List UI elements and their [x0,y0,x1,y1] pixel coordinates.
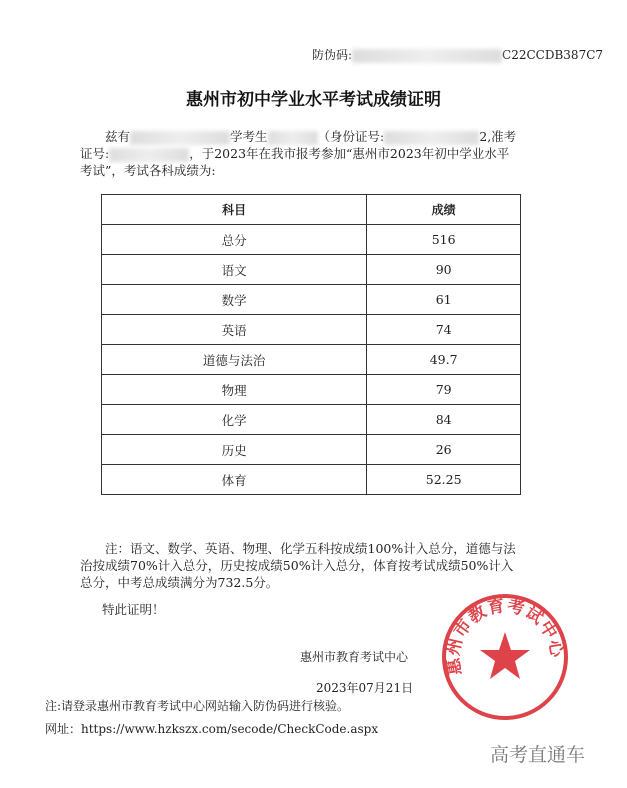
issuer: 惠州市教育考试中心 [300,650,409,664]
subject-cell: 历史 [102,435,367,465]
certify-text: 特此证明！ [102,602,165,617]
table-row [102,405,521,435]
subject-cell: 物理 [102,375,367,405]
seal-text: 惠州市教育考试中心 [443,596,567,677]
redacted [384,131,479,145]
table-row [102,285,521,315]
intro-text: 2,准考证号: [80,129,517,161]
table-row [102,255,521,285]
score-cell: 90 [367,255,521,285]
official-seal-icon [440,592,570,722]
redacted [109,148,189,162]
score-cell: 49.7 [367,345,521,375]
table-row [102,375,521,405]
score-cell: 26 [367,435,521,465]
code-label: 防伪码: [312,48,353,62]
score-cell: 74 [367,315,521,345]
score-cell: 52.25 [367,465,521,495]
anti-fake-code [312,46,603,63]
verify-url[interactable]: 网址：https://www.hzkszx.com/secode/CheckCode.aspx [45,722,379,736]
header-subject: 科目 [102,195,367,225]
subject-cell: 体育 [102,465,367,495]
issue-date: 2023年07月21日 [316,681,414,695]
table-row [102,435,521,465]
table-row [102,225,521,255]
subject-cell: 语文 [102,255,367,285]
note [80,540,520,591]
redacted [268,131,318,145]
subject-cell: 道德与法治 [102,345,367,375]
note-text: 注：语文、数学、英语、物理、化学五科按成绩100%计入总分，道德与法治按成绩70%计入总分，历史按成绩50%计入总分，体育按考试成绩50%计入总分，中考总成绩满分为732.5分。 [80,541,516,590]
score-cell: 61 [367,285,521,315]
redacted [130,131,230,145]
watermark: 高考直通车 [490,744,586,766]
score-cell: 84 [367,405,521,435]
subject-cell: 化学 [102,405,367,435]
code-value: C22CCDB387C7 [502,48,604,62]
table-row [102,315,521,345]
redacted [352,49,502,63]
score-cell: 516 [367,225,521,255]
document-title: 惠州市初中学业水平考试成绩证明 [186,90,441,110]
header-score: 成绩 [367,195,521,225]
intro-text: （身份证号: [317,129,385,144]
subject-cell: 英语 [102,315,367,345]
intro-text: 学考生 [230,129,268,144]
table-row [102,465,521,495]
score-table [101,194,521,495]
intro-text: 兹有 [105,129,131,144]
intro-text: ，于2023年在我市报考参加“惠州市2023年初中学业水平考试”，考试各科成绩为: [80,146,510,178]
verify-note: 注:请登录惠州市教育考试中心网站输入防伪码进行核验。 [45,699,350,713]
subject-cell: 数学 [102,285,367,315]
table-row [102,345,521,375]
intro-paragraph [80,128,520,179]
subject-cell: 总分 [102,225,367,255]
score-cell: 79 [367,375,521,405]
